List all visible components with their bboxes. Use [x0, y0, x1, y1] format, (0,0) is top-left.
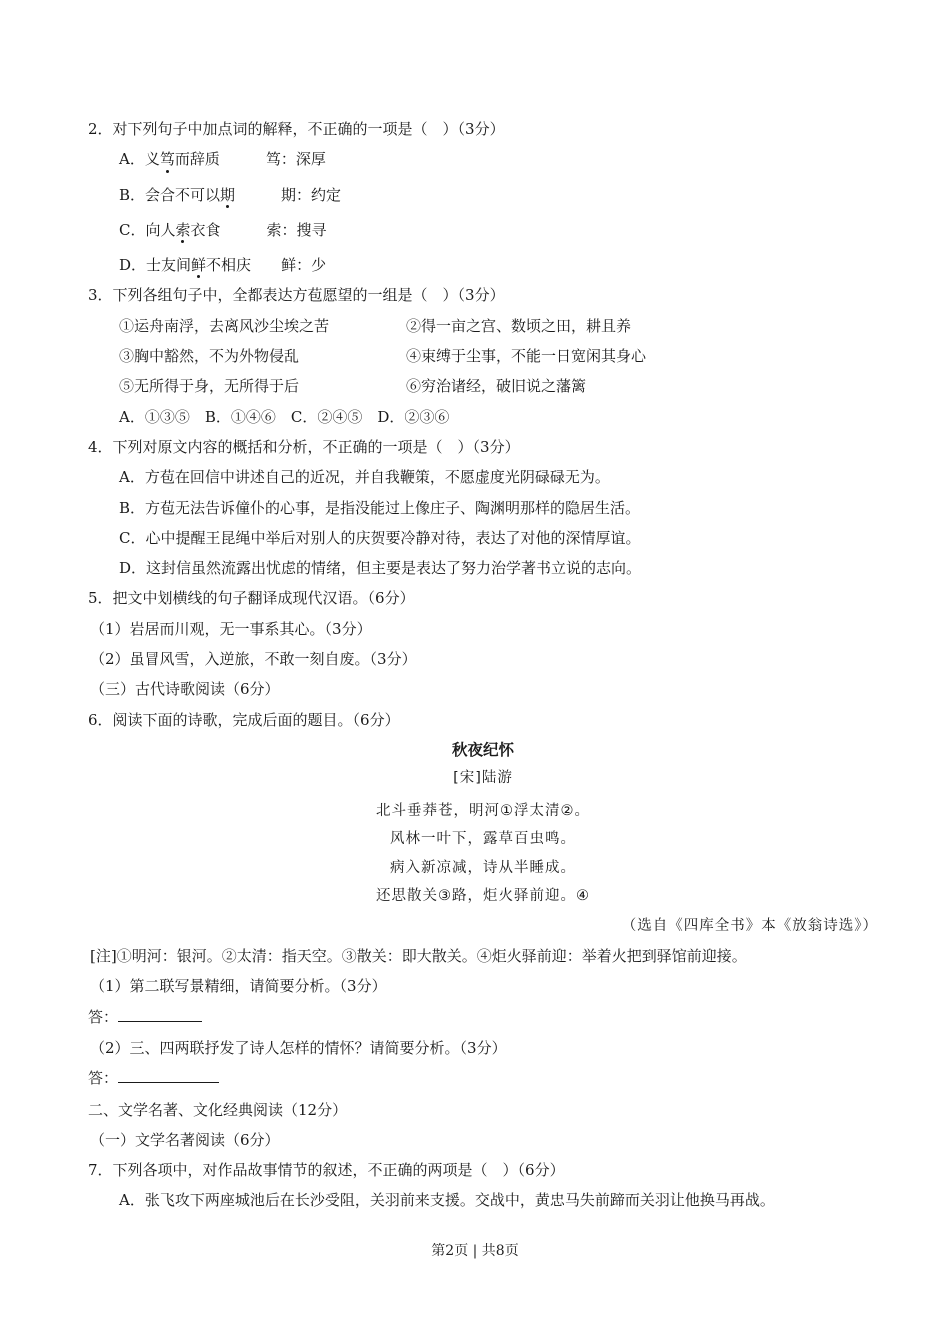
q3-sentence-2: ②得一亩之宫、数顷之田，耕且养 — [406, 316, 632, 335]
section-ancient-poetry: （三）古代诗歌阅读（6分） — [90, 680, 280, 699]
document-body — [88, 114, 878, 1216]
page-footer: 第2页 | 共8页 — [431, 1243, 519, 1259]
answer-blank-1[interactable] — [118, 1004, 202, 1022]
answer-label: 答： — [88, 1007, 119, 1026]
q4-option-d: D．这封信虽然流露出忧虑的情绪，但主要是表达了努力治学著书立说的志向。 — [119, 559, 642, 578]
q3-sentence-6: ⑥穷治诸经，破旧说之藩篱 — [406, 377, 587, 396]
q3-stem: 3．下列各组句子中，全都表达方苞愿望的一组是（ ）（3分） — [88, 286, 505, 305]
q4-stem: 4．下列对原文内容的概括和分析，不正确的一项是（ ）（3分） — [88, 437, 520, 456]
emphasis-dot-char: 期 — [220, 180, 235, 210]
q2-option-b-gloss: 期：约定 — [281, 185, 342, 204]
q3-row-3 — [88, 371, 878, 401]
poem-line-4: 还思散关③路，炬火驿前迎。④ — [376, 888, 590, 905]
answer-label: 答： — [88, 1069, 119, 1088]
q2-option-d — [88, 250, 878, 280]
emphasis-dot-char: 鲜 — [191, 250, 206, 280]
q4-option-b: B．方苞无法告诉僮仆的心事，是指没能过上像庄子、陶渊明那样的隐居生活。 — [119, 498, 641, 517]
emphasis-dot-char: 索 — [175, 215, 190, 245]
q2-option-d-text: D．士友间鲜不相庆 — [119, 256, 251, 274]
q6-stem: 6．阅读下面的诗歌，完成后面的题目。（6分） — [88, 710, 400, 729]
q3-choices: A．①③⑤ B．①④⑥ C．②④⑤ D．②③⑥ — [119, 407, 450, 426]
q2-option-c-gloss: 索：搜寻 — [266, 220, 327, 239]
q4-option-a: A．方苞在回信中讲述自己的近况，并自我鞭策，不愿虚度光阴碌碌无为。 — [119, 468, 610, 487]
q3-row-1 — [88, 311, 878, 341]
q2-option-c-text: C．向人索衣食 — [119, 221, 221, 239]
q7-option-a: A．张飞攻下两座城池后在长沙受阻，关羽前来支援。交战中，黄忠马失前蹄而关羽让他换马再战。 — [119, 1191, 775, 1210]
poem-line-1: 北斗垂莽苍，明河①浮太清②。 — [376, 802, 590, 819]
q4-option-c: C．心中提醒王昆绳中举后对别人的庆贺要冷静对待，表达了对他的深情厚谊。 — [119, 528, 641, 547]
q6-sub-1: （1）第二联写景精细，请简要分析。（3分） — [90, 977, 387, 996]
emphasis-dot-char: 笃 — [160, 144, 175, 174]
q2-option-a-gloss: 笃：深厚 — [265, 150, 326, 169]
section-literary-classics: （一）文学名著阅读（6分） — [90, 1130, 280, 1149]
q2-stem: 2．对下列句子中加点词的解释，不正确的一项是（ ）（3分） — [88, 120, 505, 138]
q2-option-b-text: B．会合不可以期 — [119, 186, 235, 204]
poem-notes: [注]①明河：银河。②太清：指天空。③散关：即大散关。④炬火驿前迎：举着火把到驿馆前迎接。 — [90, 947, 747, 966]
poem-author: [宋]陆游 — [453, 770, 513, 787]
poem-source: （选自《四库全书》本《放翁诗选》） — [621, 917, 878, 934]
q2-option-d-gloss: 鲜：少 — [281, 256, 327, 275]
poem-title: 秋夜纪怀 — [451, 740, 514, 759]
q3-sentence-1: ①运舟南浮，去离风沙尘埃之苦 — [119, 316, 330, 335]
q5-item-2: （2）虽冒风雪，入逆旅，不敢一刻自废。（3分） — [90, 650, 417, 669]
q6-answer-2 — [88, 1063, 878, 1093]
poem-line-2: 风林一叶下，露草百虫鸣。 — [390, 830, 576, 847]
q2-option-a — [88, 144, 878, 174]
q6-sub-2: （2）三、四两联抒发了诗人怎样的情怀？请简要分析。（3分） — [90, 1038, 507, 1057]
q2-option-c — [88, 215, 878, 245]
q3-sentence-4: ④束缚于尘事，不能一日宽闲其身心 — [406, 347, 647, 366]
part-two-heading: 二、文学名著、文化经典阅读（12分） — [88, 1100, 348, 1119]
q3-sentence-3: ③胸中豁然，不为外物侵乱 — [119, 347, 300, 366]
q3-row-2 — [88, 341, 878, 371]
q6-answer-1 — [88, 1002, 878, 1032]
q3-sentence-5: ⑤无所得于身，无所得于后 — [119, 377, 300, 396]
q2-option-a-text: A．义笃而辞质 — [119, 150, 220, 168]
q5-stem: 5．把文中划横线的句子翻译成现代汉语。（6分） — [88, 589, 415, 608]
poem-line-3: 病入新凉减，诗从半睡成。 — [390, 860, 576, 877]
q2-option-b — [88, 180, 878, 210]
q5-item-1: （1）岩居而川观，无一事系其心。（3分） — [90, 619, 372, 638]
q7-stem: 7．下列各项中，对作品故事情节的叙述，不正确的两项是（ ）（6分） — [88, 1161, 565, 1180]
answer-blank-2[interactable] — [118, 1065, 219, 1083]
